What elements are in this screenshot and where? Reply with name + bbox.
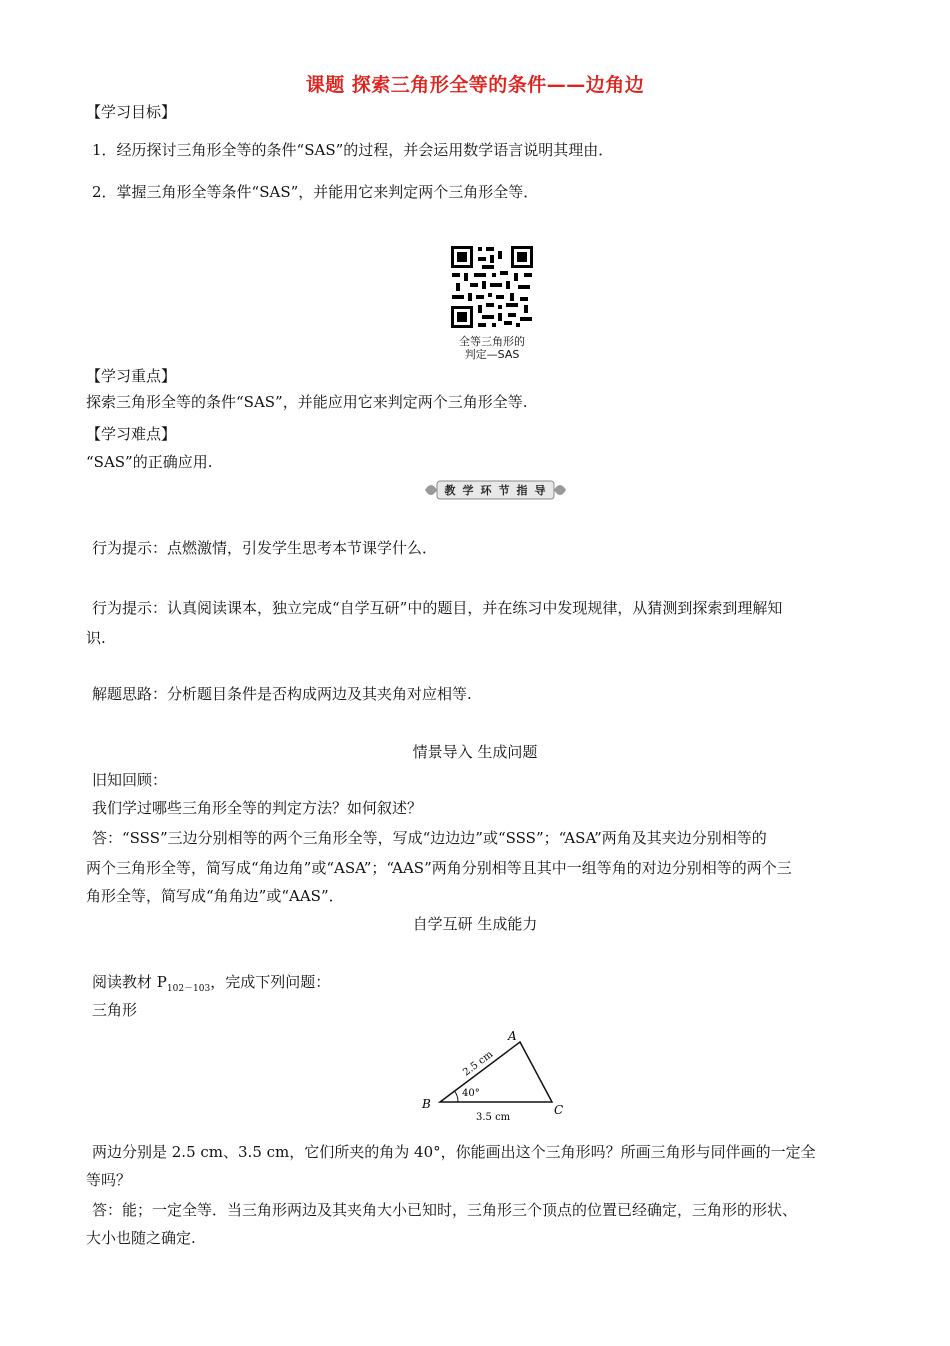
difficulty-text: “SAS”的正确应用. bbox=[86, 453, 213, 471]
qr-code-block bbox=[448, 243, 536, 361]
qr-code-icon bbox=[448, 243, 536, 331]
problem-answer-line-1: 答：能；一定全等．当三角形两边及其夹角大小已知时，三角形三个顶点的位置已经确定，三角形的形状、 bbox=[92, 1201, 798, 1219]
side-bc-label: 3.5 cm bbox=[476, 1112, 511, 1123]
section-1-heading: 情景导入 生成问题 bbox=[412, 743, 538, 761]
goals-heading: 【学习目标】 bbox=[86, 103, 177, 121]
review-answer-line-1: 答：“SSS”三边分别相等的两个三角形全等，写成“边边边”或“SSS”；“ASA”两角及其夹边分别相等的 bbox=[92, 829, 767, 847]
banner-char-4: 节 bbox=[498, 484, 510, 497]
triangle-abc bbox=[440, 1042, 552, 1102]
page-title: 课题 探索三角形全等的条件——边角边 bbox=[305, 74, 645, 96]
hint-2-line-1: 行为提示：认真阅读课本，独立完成“自学互研”中的题目，并在练习中发现规律，从猜测到探索到理解知 bbox=[92, 599, 783, 617]
goal-item-1: 1．经历探讨三角形全等的条件“SAS”的过程，并会运用数学语言说明其理由． bbox=[92, 141, 614, 159]
reading-instruction bbox=[92, 970, 330, 1001]
hint-2-line-2: 识. bbox=[86, 629, 106, 647]
banner-char-3: 环 bbox=[480, 484, 492, 497]
section-banner bbox=[423, 476, 568, 504]
review-label: 旧知回顾： bbox=[92, 771, 168, 789]
focus-text: 探索三角形全等的条件“SAS”，并能应用它来判定两个三角形全等. bbox=[86, 393, 528, 411]
banner-char-2: 学 bbox=[462, 484, 474, 497]
vertex-c-label: C bbox=[554, 1103, 564, 1117]
qr-caption-line-1: 全等三角形的 bbox=[459, 335, 525, 348]
reading-suffix: ，完成下列问题： bbox=[210, 973, 331, 991]
triangle-figure bbox=[418, 1016, 568, 1128]
problem-answer-line-2: 大小也随之确定. bbox=[86, 1229, 196, 1247]
reading-pages: 102－103 bbox=[166, 984, 211, 994]
angle-b-arc bbox=[455, 1091, 459, 1102]
vertex-a-label: A bbox=[508, 1029, 517, 1043]
review-answer-line-3: 角形全等，简写成“角角边”或“AAS”． bbox=[86, 887, 344, 905]
review-question: 我们学过哪些三角形全等的判定方法？如何叙述？ bbox=[92, 799, 423, 817]
banner-char-1: 教 bbox=[444, 484, 456, 497]
hint-1: 行为提示：点燃激情，引发学生思考本节课学什么． bbox=[92, 539, 438, 557]
vertex-b-label: B bbox=[422, 1097, 431, 1111]
goal-item-2: 2．掌握三角形全等条件“SAS”，并能用它来判定两个三角形全等． bbox=[92, 183, 539, 201]
banner-char-6: 导 bbox=[534, 484, 546, 497]
approach-text: 解题思路：分析题目条件是否构成两边及其夹角对应相等. bbox=[92, 685, 472, 703]
problem-line-2: 等吗？ bbox=[86, 1171, 132, 1189]
problem-line-1: 两边分别是 2.5 cm、3.5 cm，它们所夹的角为 40°，你能画出这个三角形吗？所画三角形与同伴画的一定全 bbox=[92, 1143, 816, 1161]
difficulty-heading: 【学习难点】 bbox=[86, 425, 177, 443]
section-2-heading: 自学互研 生成能力 bbox=[412, 915, 538, 933]
qr-caption-line-2: 判定—SAS bbox=[464, 348, 520, 361]
triangle-label: 三角形 bbox=[92, 1001, 138, 1019]
angle-b-label: 40° bbox=[462, 1088, 480, 1099]
review-answer-line-2: 两个三角形全等，简写成“角边角”或“ASA”；“AAS”两角分别相等且其中一组等角的对边分别相等的两个三 bbox=[86, 859, 792, 877]
reading-prefix: 阅读教材 P bbox=[92, 973, 167, 991]
focus-heading: 【学习重点】 bbox=[86, 367, 177, 385]
side-ab-label: 2.5 cm bbox=[461, 1049, 496, 1079]
banner-char-5: 指 bbox=[516, 484, 528, 497]
